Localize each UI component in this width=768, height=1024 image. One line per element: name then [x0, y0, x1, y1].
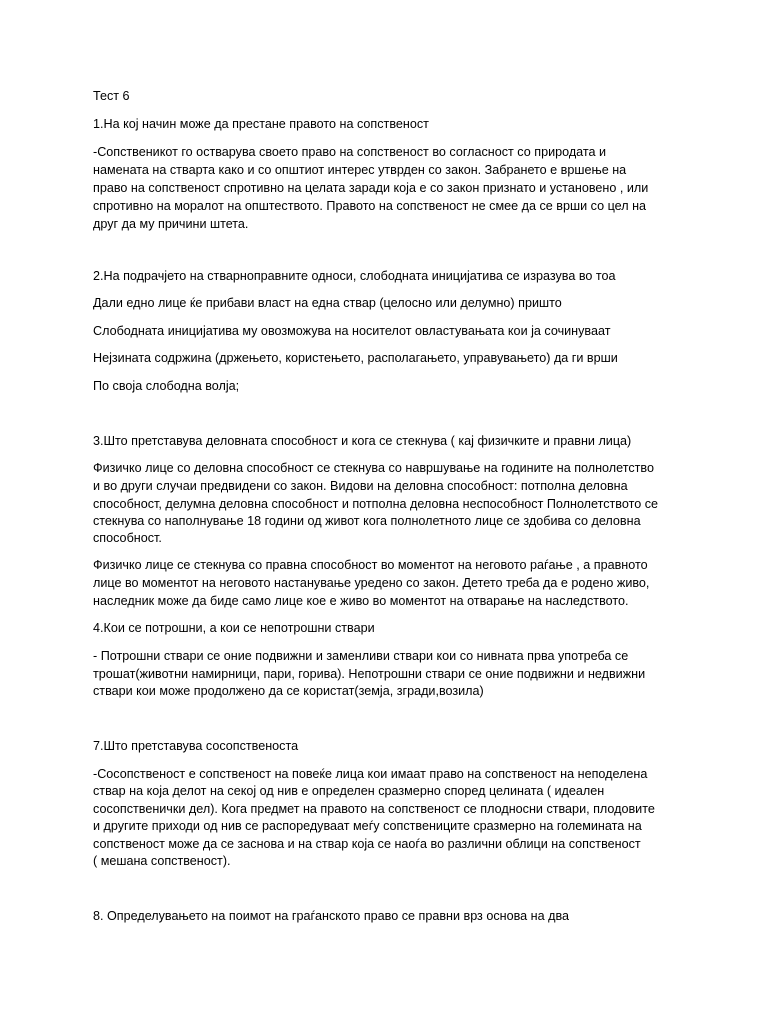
answer-3b-line-3: наследник може да биде само лице кое е живо во моментот на отварање на наследството. — [93, 594, 629, 608]
answer-1-line-3: право на сопственост спротивно на целата заради која е со закон признато и установено , или — [93, 181, 649, 195]
document-title: Тест 6 — [93, 89, 130, 103]
answer-3a-line-4: стекнува со наполнување 18 години од живот кога полнолетното лице се здобива со деловна — [93, 514, 641, 528]
answer-1-line-4: спротивно на моралот на општеството. Правото на сопственост не смее да се врши со цел на — [93, 199, 647, 213]
question-4: 4.Кои се потрошни, а кои се непотрошни ствари — [93, 621, 375, 635]
answer-2-line-1: Дали едно лице ќе прибави власт на една ствар (целосно или делумно) пришто — [93, 296, 562, 310]
answer-3a-line-2: и во други случаи предвидени со закон. Видови на деловна способност: потполна деловна — [93, 479, 628, 493]
answer-7-line-2: ствар на која делот на секој од нив е определен сразмерно според целината ( идеален — [93, 784, 605, 798]
answer-1-line-2: намената на ствaрта како и со општиот интерес утврден со закон. Забрането е вршење на — [93, 163, 627, 177]
answer-2-line-3: Нејзината содржина (држењето, користењето, располагањето, управувањето) да ги врши — [93, 351, 618, 365]
answer-1-line-1: -Сопственикот го остварува своето право на сопственост во согласност со природата и — [93, 145, 607, 159]
answer-2-line-4: По своја слободна волја; — [93, 379, 240, 393]
answer-3b-line-2: лице во моментот на неговото настанување уредено со закон. Детето треба да е родено живо, — [93, 576, 650, 590]
answer-3b-line-1: Физичко лице се стекнува со правна способност во моментот на неговото раѓање , а правното — [93, 558, 648, 572]
question-7: 7.Што претставува сосопственоста — [93, 739, 299, 753]
question-8: 8. Определувањето на поимот на граѓанското право се правни врз основа на два — [93, 909, 569, 923]
question-3: 3.Што претставува деловната способност и кога се стекнува ( кај физичките и правни лица) — [93, 434, 632, 448]
answer-7-line-1: -Сосопственост е сопственост на повеќе лица кои имаат право на сопственост на неподелена — [93, 767, 648, 781]
answer-2-line-2: Слободната иницијатива му овозможува на носителот овластувањата кои ја сочинуваат — [93, 324, 611, 338]
answer-1-line-5: друг да му причини штета. — [93, 217, 249, 231]
answer-7-line-5: сопственост може да се заснова и на ствар која се наоѓа во различни облици на сопственост — [93, 837, 641, 851]
answer-7-line-6: ( мешана сопственост). — [93, 854, 231, 868]
question-1: 1.На кој начин може да престане правото на сопственост — [93, 117, 429, 131]
answer-4-line-3: ствари кои може продолжено да се користат(земја, згради,возила) — [93, 684, 484, 698]
answer-3a-line-1: Физичко лице со деловна способност се стекнува со навршување на годините на полнолетство — [93, 461, 654, 475]
answer-7-line-3: сосопственички дел). Кога предмет на правото на сопственост се плодносни ствари, плодовите — [93, 802, 655, 816]
answer-4-line-1: - Потрошни ствари се оние подвижни и заменливи ствари кои со нивната прва употреба се — [93, 649, 629, 663]
answer-7-line-4: и другите приходи од нив се распоредуваат меѓу сопствениците сразмерно на големината на — [93, 819, 642, 833]
answer-3a-line-5: способност. — [93, 531, 162, 545]
answer-4-line-2: трошат(животни намирници, пари, горива). Непотрошни ствари се оние подвижни и недвижни — [93, 667, 646, 681]
question-2: 2.На подрачјето на стварноправните односи, слободната иницијатива се изразува во тоа — [93, 269, 616, 283]
answer-3a-line-3: способност, делумна деловна способност и потполна деловна неспособност Полнолетството се — [93, 497, 659, 511]
